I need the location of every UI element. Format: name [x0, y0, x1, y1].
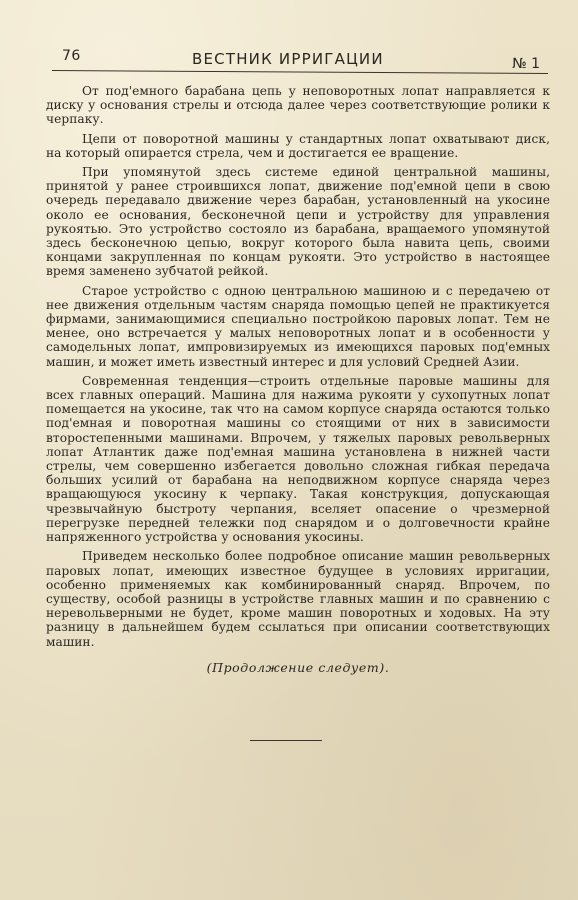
- article-body: [46, 84, 550, 675]
- end-rule: [250, 740, 322, 741]
- issue-number: № 1: [512, 56, 540, 72]
- paragraph-2: Цепи от поворотной машины у стандартных лопат охватывают диск, на который опирается стрела, чем и достигается ее вращение.: [46, 131, 550, 160]
- page-number: 76: [62, 48, 81, 64]
- journal-title: ВЕСТНИК ИРРИГАЦИИ: [192, 50, 384, 68]
- paragraph-4: Старое устройство с одною центральною машиною и с передачею от нее движения отдельным частям снаряда помощью цепей не практикуется фирмами, занимающимися специально постройкою паровых лопат. Тем не менее, оно встречается у малых неповоротных лопат и в особенности у самодельных лопат, импровизируемых из имеющихся паровых под'емных машин, и может иметь известный интерес и для условий Средней Азии.: [46, 283, 550, 369]
- header-rule: [52, 70, 548, 74]
- paragraph-1: От под'емного барабана цепь у неповоротных лопат направляется к диску у основания стрелы и отсюда далее через соответствующие ролики к черпаку.: [46, 84, 550, 127]
- continued-note: (Продолжение следует).: [206, 659, 390, 675]
- paragraph-3: При упомянутой здесь системе единой центральной машины, принятой у ранее строившихся лопат, движение под'емной цепи в свою очередь передавало движение через барабан, установленный на укосине около ее основания, бесконечной цепи и устройству для управления рукоятью. Это устройство состояло из барабана, вращаемого упомянутой здесь бесконечною цепью, вокруг которого была навита цепь, своими концами закрупленная по концам рукояти. Это устройство в настоящее время заменено зубчатой рейкой.: [46, 165, 550, 279]
- paragraph-6: Приведем несколько более подробное описание машин револьверных паровых лопат, имеющих известное будущее в условиях ирригации, особенно применяемых как комбинированный снаряд. Впрочем, по существу, особой разницы в устройстве главных машин и по сравнению с неревольверными не будет, кроме машин поворотных и ходовых. На эту разницу в дальнейшем будем ссылаться при описании соответствующих машин.: [46, 549, 550, 649]
- paragraph-5: Современная тенденция—строить отдельные паровые машины для всех главных операций. Машина для нажима рукояти у сухопутных лопат помещается на укосине, так что на самом корпусе снаряда остаются только под'емная и поворотная машины со стоящими от них в зависимости второстепенными машинами. Впрочем, у тяжелых паровых револьверных лопат Атлантик даже под'емная машина установлена в нижней части стрелы, чем совершенно избегается довольно сложная гибкая передача больших усилий от барабана на неподвижном корпусе снаряда через вращающуюся укосину к черпаку. Такая конструкция, допускающая чрезвычайную быстроту черпания, вселяет опасение о чрезмерной перегрузке передней тележки под снарядом и о долговечности крайне напряженного устройства у основания укосины.: [46, 373, 550, 545]
- page-header: [52, 46, 548, 74]
